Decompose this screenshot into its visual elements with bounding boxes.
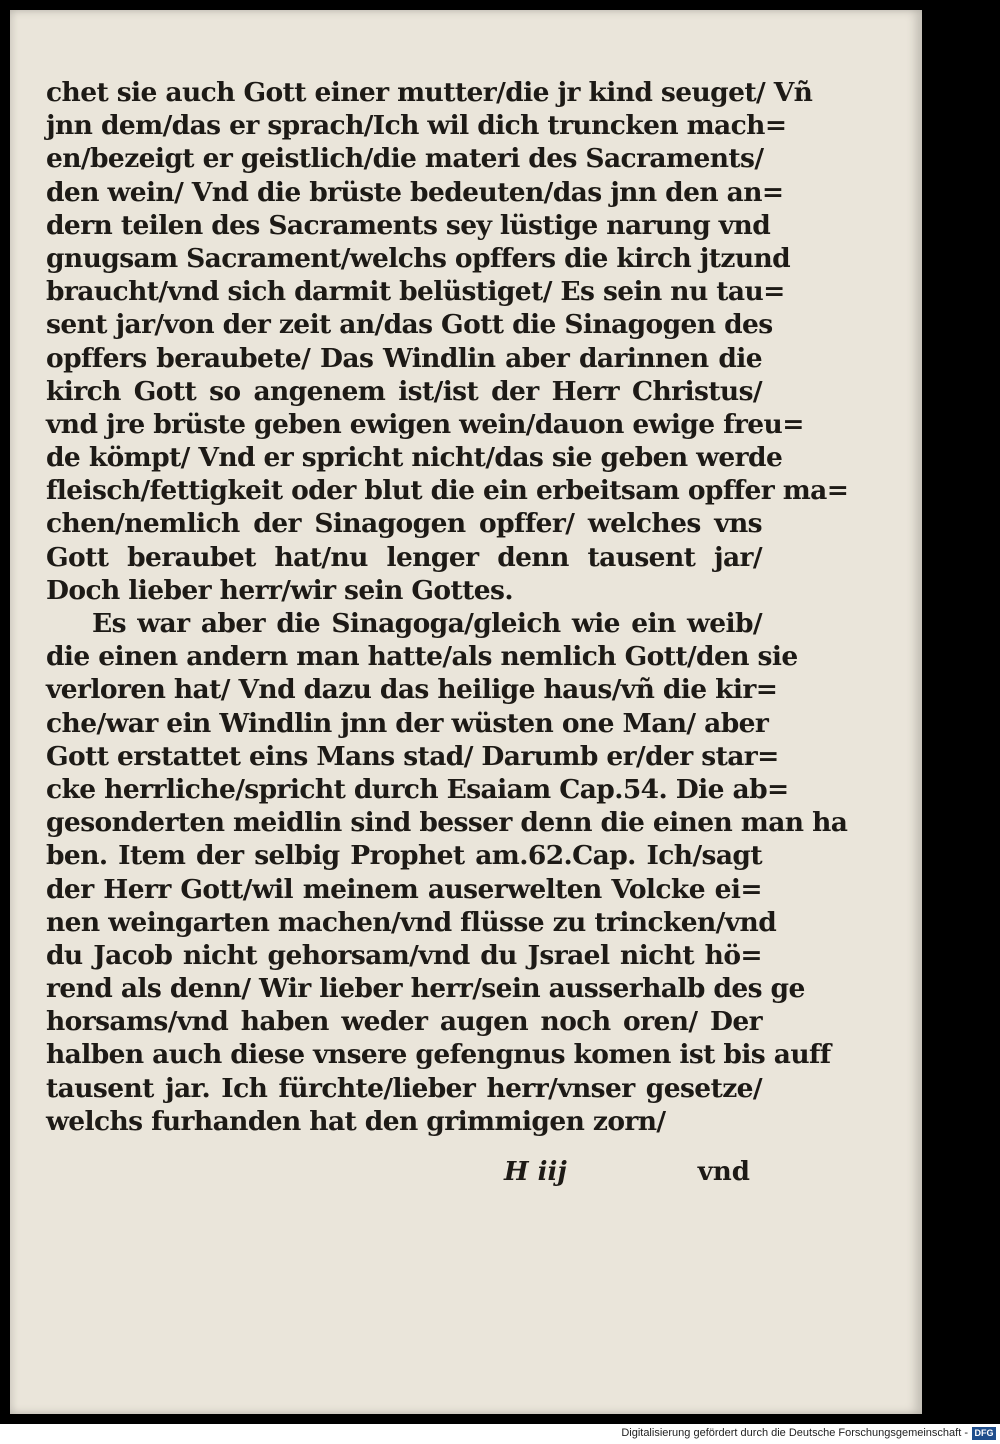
text-line: dern teilen des Sacraments sey lüstige narung vnd [46,209,771,241]
text-line: rend als denn/ Wir lieber herr/sein ausserhalb des ge [46,973,805,1005]
funding-note: Digitalisierung gefördert durch die Deutsche Forschungsgemeinschaft - [621,1427,968,1439]
text-line: chet sie auch Gott einer mutter/die jr kind seuget/ Vñ [46,77,813,108]
signature-mark: H iij [504,1157,567,1187]
text-line: braucht/vnd sich darmit belüstiget/ Es sein nu tau= [46,276,785,308]
text-line: welchs furhanden hat den grimmigen zorn/ [46,1105,666,1137]
page-footer-line [504,1157,750,1193]
text-line: den wein/ Vnd die brüste bedeuten/das jnn den an= [46,176,784,208]
text-line: Gott erstattet eins Mans stad/ Darumb er/der star= [46,740,779,772]
text-line: de kömpt/ Vnd er spricht nicht/das sie geben werde [46,442,783,474]
text-line: cke herrliche/spricht durch Esaiam Cap.54. Die ab= [46,773,789,805]
text-line: kirch Gott so angenem ist/ist der Herr Christus/ [46,375,762,407]
dfg-logo: DFG [972,1427,996,1440]
text-line: en/bezeigt er geistlich/die materi des Sacraments/ [46,143,764,175]
text-line: halben auch diese vnsere gefengnus komen ist bis auff [46,1039,831,1071]
text-line: Es war aber die Sinagoga/gleich wie ein weib/ [92,608,762,639]
text-line: der Herr Gott/wil meinem auserwelten Volcke ei= [46,873,762,905]
text-line: fleisch/fettigkeit oder blut die ein erbeitsam opffer ma= [46,475,849,507]
text-line: sent jar/von der zeit an/das Gott die Sinagogen des [46,309,773,341]
text-line: ben. Item der selbig Prophet am.62.Cap. Ich/sagt [46,840,762,872]
text-line: Doch lieber herr/wir sein Gottes. [46,574,513,606]
body-text [46,76,849,1138]
text-line: verloren hat/ Vnd dazu das heilige haus/vñ die kir= [46,674,778,706]
text-line: opffers beraubete/ Das Windlin aber darinnen die [46,342,762,374]
text-line: vnd jre brüste geben ewigen wein/dauon ewige freu= [46,408,804,440]
text-line: gnugsam Sacrament/welchs opffers die kirch jtzund [46,242,791,274]
text-line: Gott beraubet hat/nu lenger denn tausent jar/ [46,541,762,573]
text-line: chen/nemlich der Sinagogen opffer/ welches vns [46,508,762,540]
text-line: jnn dem/das er sprach/Ich wil dich truncken mach= [46,110,787,142]
text-line: nen weingarten machen/vnd flüsse zu trincken/vnd [46,906,777,938]
funding-footer [0,1424,1000,1444]
text-line: die einen andern man hatte/als nemlich Gott/den sie [46,641,798,673]
catchword: vnd [697,1157,750,1187]
text-line: du Jacob nicht gehorsam/vnd du Jsrael nicht hö= [46,939,762,971]
text-line: gesonderten meidlin sind besser denn die einen man ha [46,807,848,839]
text-line: tausent jar. Ich fürchte/lieber herr/vnser gesetze/ [46,1072,762,1104]
text-line: horsams/vnd haben weder augen noch oren/ Der [46,1006,762,1038]
book-page [10,10,922,1414]
text-line: che/war ein Windlin jnn der wüsten one Man/ aber [46,707,769,739]
